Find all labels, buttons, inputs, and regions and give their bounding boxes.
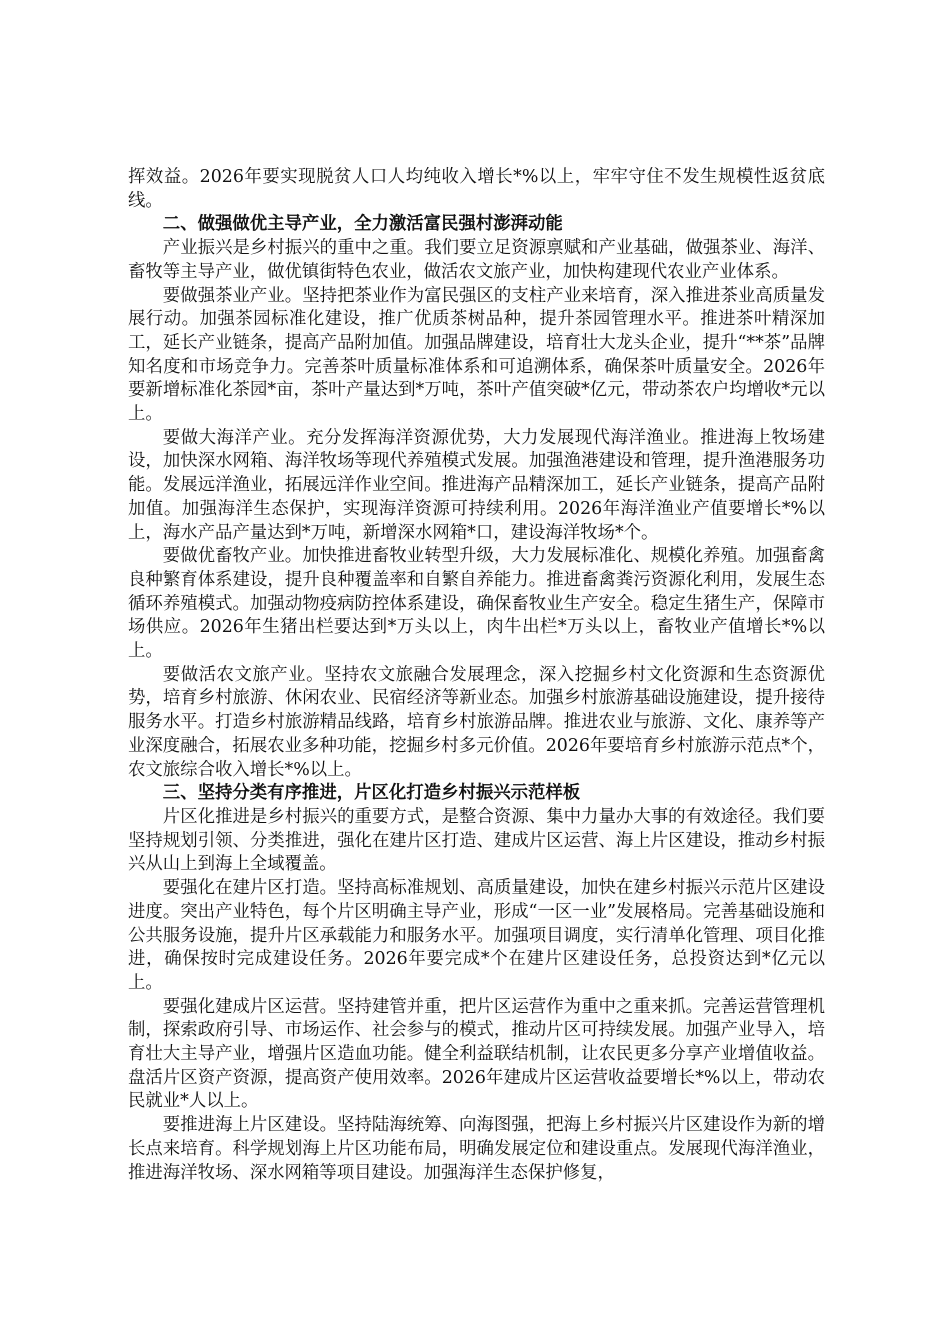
paragraph: 要强化建成片区运营。坚持建管并重，把片区运营作为重中之重来抓。完善运营管理机制，探索政府引导、市场运作、社会参与的模式，推动片区可持续发展。加强产业导入，培育壮大主导产业，增强片区造血功能。健全利益联结机制，让农民更多分享产业增值收益。盘活片区资产资源，提高资产使用效率。2026年建成片区运营收益要增长*%以上，带动农民就业*人以上。 [128, 996, 825, 1112]
paragraph: 要强化在建片区打造。坚持高标准规划、高质量建设，加快在建乡村振兴示范片区建设进度。突出产业特色，每个片区明确主导产业，形成“一区一业”发展格局。完善基础设施和公共服务设施，提升片区承载能力和服务水平。加强项目调度，实行清单化管理、项目化推进，确保按时完成建设任务。2026年要完成*个在建片区建设任务，总投资达到*亿元以上。 [128, 878, 825, 993]
section-heading: 三、坚持分类有序推进，片区化打造乡村振兴示范样板 [162, 783, 581, 804]
paragraph: 产业振兴是乡村振兴的重中之重。我们要立足资源禀赋和产业基础，做强茶业、海洋、畜牧等主导产业，做优镇街特色农业，做活农文旅产业，加快构建现代农业产业体系。 [128, 238, 825, 282]
paragraph: 要做大海洋产业。充分发挥海洋资源优势，大力发展现代海洋渔业。推进海上牧场建设，加快深水网箱、海洋牧场等现代养殖模式发展。加强渔港建设和管理，提升渔港服务功能。发展远洋渔业，拓展远洋作业空间。推进海产品精深加工，延长产业链条，提高产品附加值。加强海洋生态保护，实现海洋资源可持续利用。2026年海洋渔业产值要增长*%以上，海水产品产量达到*万吨，新增深水网箱*口，建设海洋牧场*个。 [128, 427, 825, 543]
paragraph: 要做活农文旅产业。坚持农文旅融合发展理念，深入挖掘乡村文化资源和生态资源优势，培育乡村旅游、休闲农业、民宿经济等新业态。加强乡村旅游基础设施建设，提升接待服务水平。打造乡村旅游精品线路，培育乡村旅游品牌。推进农业与旅游、文化、康养等产业深度融合，拓展农业多种功能，挖掘乡村多元价值。2026年要培育乡村旅游示范点*个，农文旅综合收入增长*%以上。 [128, 664, 825, 780]
paragraph: 挥效益。2026年要实现脱贫人口人均纯收入增长*%以上，牢牢守住不发生规模性返贫底线。 [128, 167, 825, 211]
paragraph: 片区化推进是乡村振兴的重要方式，是整合资源、集中力量办大事的有效途径。我们要坚持规划引领、分类推进，强化在建片区打造、建成片区运营、海上片区建设，推动乡村振兴从山上到海上全域覆盖。 [128, 806, 825, 875]
document-page [128, 166, 825, 1185]
section-heading: 二、做强做优主导产业，全力激活富民强村澎湃动能 [162, 214, 563, 235]
paragraph: 要做优畜牧产业。加快推进畜牧业转型升级，大力发展标准化、规模化养殖。加强畜禽良种繁育体系建设，提升良种覆盖率和自繁自养能力。推进畜禽粪污资源化利用，发展生态循环养殖模式。加强动物疫病防控体系建设，确保畜牧业生产安全。稳定生猪生产，保障市场供应。2026年生猪出栏要达到*万头以上，肉牛出栏*万头以上，畜牧业产值增长*%以上。 [128, 546, 825, 662]
paragraph: 要做强茶业产业。坚持把茶业作为富民强区的支柱产业来培育，深入推进茶业高质量发展行动。加强茶园标准化建设，推广优质茶树品种，提升茶园管理水平。推进茶叶精深加工，延长产业链条，提高产品附加值。加强品牌建设，培育壮大龙头企业，提升“**茶”品牌知名度和市场竞争力。完善茶叶质量标准体系和可追溯体系，确保茶叶质量安全。2026年要新增标准化茶园*亩，茶叶产量达到*万吨，茶叶产值突破*亿元，带动茶农户均增收*元以上。 [128, 285, 825, 425]
paragraph: 要推进海上片区建设。坚持陆海统筹、向海图强，把海上乡村振兴片区建设作为新的增长点来培育。科学规划海上片区功能布局，明确发展定位和建设重点。发展现代海洋渔业，推进海洋牧场、深水网箱等项目建设。加强海洋生态保护修复， [128, 1115, 825, 1183]
